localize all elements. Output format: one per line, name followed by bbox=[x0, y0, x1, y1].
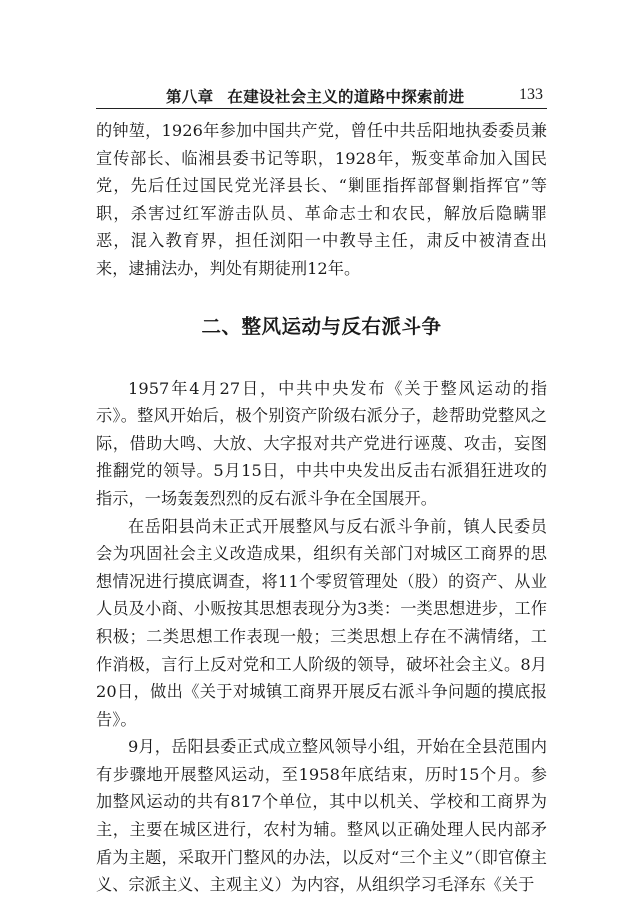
chapter-number: 第八章 bbox=[166, 88, 214, 106]
paragraph-2: 在岳阳县尚未正式开展整风与反右派斗争前，镇人民委员会为巩固社会主义改造成果，组织有关部门对城区工商界的思想情况进行摸底调查，将11个零贸管理处（股）的资产、从业人员及小商、小贩按其思想表现分为3类：一类思想进步，工作积极；二类思想工作表现一般；三类思想上存在不满情绪，工作消极，言行上反对党和工人阶级的领导，破坏社会主义。8月20日，做出《关于对城镇工商界开展反右派斗争问题的摸底报告》。 bbox=[96, 516, 547, 729]
section-title: 二、整风运动与反右派斗争 bbox=[201, 314, 442, 338]
paragraph-3: 9月，岳阳县委正式成立整风领导小组，开始在全县范围内有步骤地开展整风运动，至1958年底结束，历时15个月。参加整风运动的共有817个单位，其中以机关、学校和工商界为主，主要在城区进行，农村为辅。整风以正确处理人民内部矛盾为主题，采取开门整风的办法，以反对“三个主义”（即官僚主义、宗派主义、主观主义）为内容，从组织学习毛泽东《关于 bbox=[96, 737, 547, 895]
intro-paragraph: 的钟堃，1926年参加中国共产党，曾任中共岳阳地执委委员兼宣传部长、临湘县委书记等职，1928年，叛变革命加入国民党，先后任过国民党光泽县长、“剿匪指挥部督剿指挥官”等职，杀害过红军游击队员、革命志士和农民，解放后隐瞒罪恶，混入教育界，担任浏阳一中教导主任，肃反中被清查出来，逮捕法办，判处有期徒刑12年。 bbox=[96, 121, 547, 278]
header-divider bbox=[96, 108, 547, 109]
body-text bbox=[96, 117, 547, 899]
chapter-heading bbox=[166, 85, 464, 107]
paragraph-1: 1957年4月27日，中共中央发布《关于整风运动的指示》。整风开始后，极个别资产阶级右派分子，趁帮助党整风之际，借助大鸣、大放、大字报对共产党进行诬蔑、攻击，妄图推翻党的领导。5月15日，中共中央发出反击右派猖狂进攻的指示，一场轰轰烈烈的反右派斗争在全国展开。 bbox=[96, 378, 547, 508]
chapter-title: 在建设社会主义的道路中探索前进 bbox=[227, 88, 465, 106]
running-header bbox=[96, 84, 547, 110]
page-number: 133 bbox=[519, 86, 543, 103]
